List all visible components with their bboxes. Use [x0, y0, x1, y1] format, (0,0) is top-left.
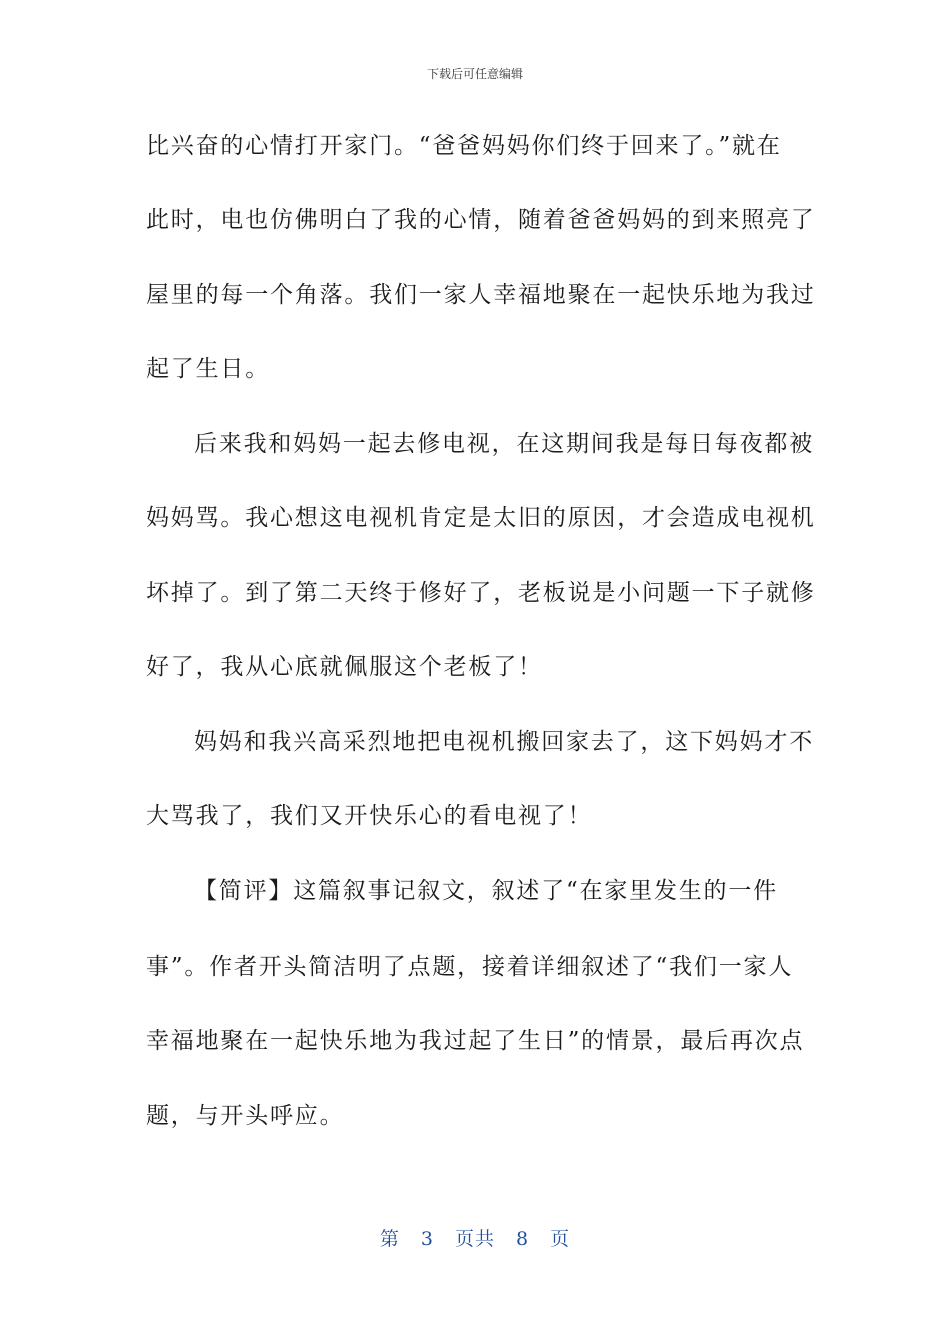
- text-line: 此时，电也仿佛明白了我的心情，随着爸爸妈妈的到来照亮了: [146, 207, 816, 233]
- page-number-footer: 第 3 页共 8 页: [379, 1228, 571, 1250]
- text-line: 事”。作者开头简洁明了点题，接着详细叙述了“我们一家人: [146, 954, 794, 980]
- text-line: 幸福地聚在一起快乐地为我过起了生日”的情景，最后再次点: [146, 1028, 805, 1054]
- text-line: 妈妈和我兴高采烈地把电视机搬回家去了，这下妈妈才不: [194, 729, 814, 755]
- page-header: 下载后可任意编辑: [426, 67, 523, 81]
- text-line: 题，与开头呼应。: [146, 1103, 345, 1129]
- text-line: 好了，我从心底就佩服这个老板了！: [146, 654, 543, 680]
- text-line: 起了生日。: [146, 356, 270, 382]
- text-line: 坏掉了。到了第二天终于修好了，老板说是小问题一下子就修: [146, 580, 816, 606]
- text-line: 大骂我了，我们又开快乐心的看电视了！: [146, 803, 593, 829]
- text-line: 妈妈骂。我心想这电视机肯定是太旧的原因，才会造成电视机: [146, 505, 816, 531]
- text-line: 后来我和妈妈一起去修电视，在这期间我是每日每夜都被: [194, 431, 814, 457]
- text-line: 【简评】这篇叙事记叙文，叙述了“在家里发生的一件: [194, 878, 778, 904]
- text-line: 屋里的每一个角落。我们一家人幸福地聚在一起快乐地为我过: [146, 282, 816, 308]
- text-line: 比兴奋的心情打开家门。“爸爸妈妈你们终于回来了。”就在: [146, 133, 782, 159]
